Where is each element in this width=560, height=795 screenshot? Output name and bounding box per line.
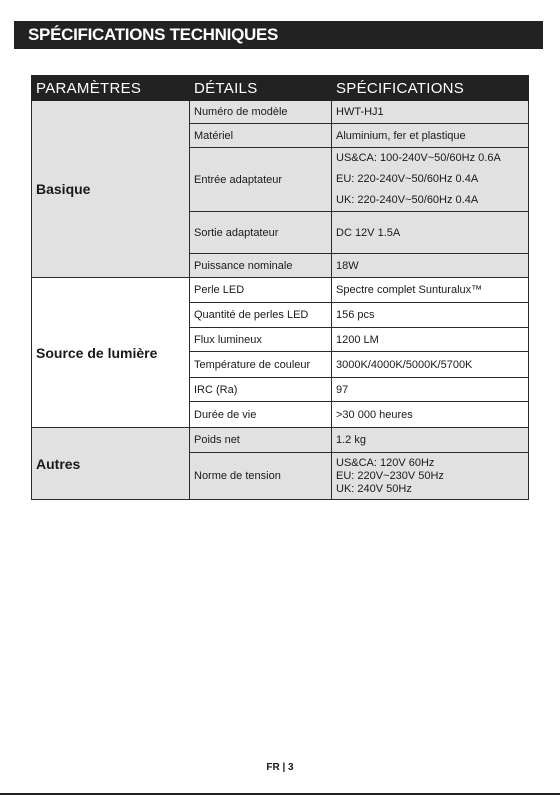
param-autres: Autres <box>32 428 190 500</box>
spec-line: 3000K/4000K/5000K/5700K <box>336 358 473 371</box>
header-details: DÉTAILS <box>190 76 332 101</box>
spec-cell <box>332 402 529 428</box>
detail-cell: Matériel <box>190 124 332 148</box>
spec-cell <box>332 453 529 500</box>
table-row <box>32 278 529 303</box>
specifications-table <box>31 75 529 500</box>
detail-cell: Sortie adaptateur <box>190 212 332 254</box>
spec-cell <box>332 428 529 453</box>
spec-cell <box>332 254 529 278</box>
detail-cell: Température de couleur <box>190 352 332 378</box>
table-row <box>32 101 529 124</box>
spec-line: HWT-HJ1 <box>336 106 384 118</box>
spec-cell <box>332 278 529 303</box>
detail-cell: Numéro de modèle <box>190 101 332 124</box>
spec-cell <box>332 148 529 212</box>
spec-line: UK: 220-240V~50/60Hz 0.4A <box>336 194 479 206</box>
spec-line: 1.2 kg <box>336 434 366 446</box>
spec-line: UK: 240V 50Hz <box>336 482 412 495</box>
detail-cell: Poids net <box>190 428 332 453</box>
spec-cell <box>332 378 529 402</box>
spec-line: EU: 220-240V~50/60Hz 0.4A <box>336 173 479 185</box>
spec-line: DC 12V 1.5A <box>336 226 401 239</box>
detail-cell: IRC (Ra) <box>190 378 332 402</box>
param-source-de-lumiere: Source de lumière <box>32 278 190 428</box>
spec-line: Aluminium, fer et plastique <box>336 129 466 142</box>
spec-cell <box>332 212 529 254</box>
spec-cell <box>332 124 529 148</box>
spec-cell <box>332 328 529 352</box>
detail-cell: Entrée adaptateur <box>190 148 332 212</box>
spec-line: 18W <box>336 259 359 272</box>
detail-cell: Puissance nominale <box>190 254 332 278</box>
spec-line: 156 pcs <box>336 309 375 321</box>
spec-line: Spectre complet Sunturalux™ <box>336 284 483 296</box>
spec-line: US&CA: 100-240V~50/60Hz 0.6A <box>336 152 501 164</box>
header-specifications: SPÉCIFICATIONS <box>332 76 529 101</box>
spec-line: 97 <box>336 383 349 396</box>
detail-cell: Perle LED <box>190 278 332 303</box>
spec-line: EU: 220V~230V 50Hz <box>336 469 444 482</box>
table-row <box>32 428 529 453</box>
section-title: SPÉCIFICATIONS TECHNIQUES <box>14 21 543 49</box>
detail-cell: Durée de vie <box>190 402 332 428</box>
spec-cell <box>332 303 529 328</box>
detail-cell: Norme de tension <box>190 453 332 500</box>
spec-line: 1200 LM <box>336 333 379 346</box>
detail-cell: Quantité de perles LED <box>190 303 332 328</box>
spec-cell <box>332 352 529 378</box>
detail-cell: Flux lumineux <box>190 328 332 352</box>
table-header-row <box>32 76 529 101</box>
page-number: FR | 3 <box>266 762 294 773</box>
header-parametres: PARAMÈTRES <box>32 76 190 101</box>
spec-cell <box>332 101 529 124</box>
spec-line: >30 000 heures <box>336 408 413 421</box>
param-basique: Basique <box>32 101 190 278</box>
spec-line: US&CA: 120V 60Hz <box>336 456 435 469</box>
